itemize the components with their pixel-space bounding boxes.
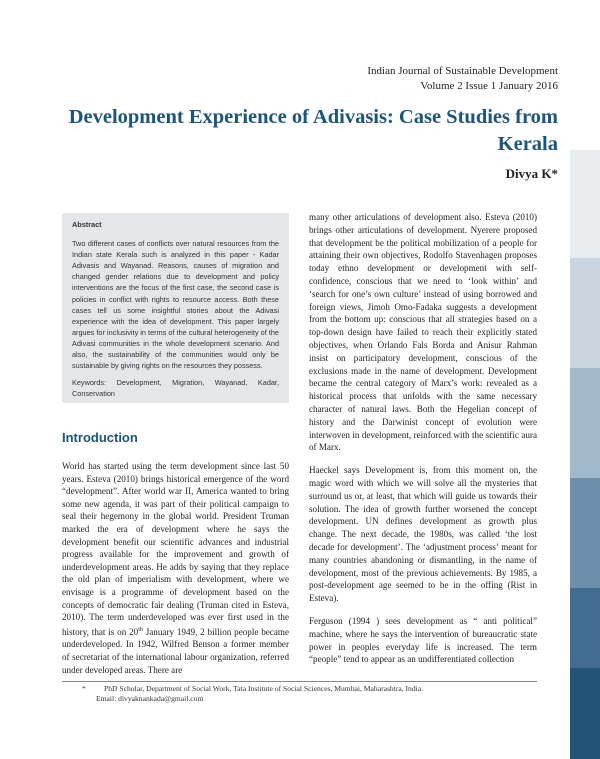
strip-segment: [570, 478, 600, 588]
abstract-heading: Abstract: [72, 220, 102, 229]
intro-superscript: th: [138, 626, 143, 633]
right-column: [309, 211, 537, 676]
intro-text-b: January 1949, 2 billion people became underdeveloped. In 1942, Wilfred Benson a former member of secretariat of the international labour organization, referred under developed areas. There are: [62, 626, 289, 675]
strip-segment: [570, 368, 600, 478]
intro-text-a: World has started using the term development since last 50 years. Esteva (2010) brings historical emergence of the word “development”. After world war II, America wanted to bring some new agenda, it was part of their political campaign to seal their hegemony in the global world. President Truman marked the era of development where he says the development benefit our scientific advances and industrial progress available for the improvement and growth of underdevelopment areas. He adds by saying that they replace the old plan of imperialism with development, where we envisage is a programme of development based on the concepts of democratic fair dealing (Truman cited in Esteva, 2010). The term underdeveloped was ever first used in the history, that is on 20: [62, 461, 289, 637]
strip-segment: [570, 258, 600, 368]
author-name: Divya K*: [505, 166, 558, 181]
abstract-body: Two different cases of conflicts over natural resources from the Indian state Kerala such is analyzed in this paper - Kadar Adivasis and Wayanad. Reasons, causes of migration and changed gender relations due to development and policy interventions are the focus of the first case, the second case is policies in conflict with rights to resource access. Both these cases tell us some insightful stories about the Adivasi experience with the idea of development. This paper largely argues for inclusivity in terms of the cultural heterogeneity of the Adivasi communities in the whole development scenario. And also, the sustainability of the communities would only be sustainable by giving rights on the resources they possess.: [72, 239, 279, 371]
footnote-affiliation: PhD Scholar, Department of Social Work, Tata Institute of Social Sciences, Mumbai, Maharashtra, India.: [104, 684, 424, 693]
footnote-mark: *: [82, 684, 86, 693]
introduction-heading: Introduction: [62, 430, 138, 445]
strip-segment: [570, 150, 600, 258]
footnote-divider: [62, 681, 537, 682]
journal-issue: Volume 2 Issue 1 January 2016: [420, 80, 558, 92]
right-paragraph-3: Ferguson (1994 ) sees development as “ anti political” machine, where he says the intervention of bureaucratic state power in peoples everyday life is increased. The term “people” tend to appear as an undifferentiated collection: [309, 615, 537, 665]
footnote: [62, 684, 542, 704]
intro-paragraph: [62, 460, 289, 676]
strip-segment: [570, 668, 600, 759]
journal-header: [367, 64, 558, 94]
left-column: [62, 460, 289, 676]
right-paragraph-2: Haeckel says Development is, from this moment on, the magic word with which we will solve all the mysteries that surround us or, at least, that which will guide us towards their solution. The idea of growth further worsened the concept development. UN defines development as growth plus change. The next decade, the 1980s, was called ‘the lost decade for development’. The ‘adjustment process’ meant for many countries abandoning or dismantling, in the name of development, most of the previous achievements. By 1985, a post-development age seemed to be in the offing (Rist in Esteva).: [309, 465, 537, 604]
journal-name: Indian Journal of Sustainable Development: [367, 65, 558, 77]
abstract-box: [62, 213, 289, 403]
footnote-email: Email: divyaknankada@gmail.com: [96, 694, 204, 703]
abstract-keywords: Keywords: Development, Migration, Wayanad, Kadar, Conservation: [72, 378, 279, 399]
decorative-color-strip: [570, 150, 600, 759]
right-paragraph-1: many other articulations of development also. Esteva (2010) brings other articulations of development. Nyerere proposed that development be the political mobilization of a people for attaining their own objectives, Rodolfo Stavenhagen proposes today ethno development or development with self-confidence, conscious that we need to ‘look within’ and ‘search for one’s own culture’ instead of using borrowed and foreign views, Jimoh Omo-Fadaka suggests a development from the bottom up: conscious that all strategies based on a top-down design have failed to reach their explicitly stated objectives, when Orlando Fals Borda and Anisur Rahman insist on participatory development, conscious of the exclusions made in the name of development. Development became the central category of Marx’s work: revealed as a historical process that unfolds with the same necessary character of natural laws. Both the Hegelian concept of history and the Darwinist concept of evolution were interwoven in development, reinforced with the scientific aura of Marx.: [309, 212, 537, 453]
strip-segment: [570, 588, 600, 668]
article-title: Development Experience of Adivasis: Case Studies from Kerala: [68, 106, 558, 155]
